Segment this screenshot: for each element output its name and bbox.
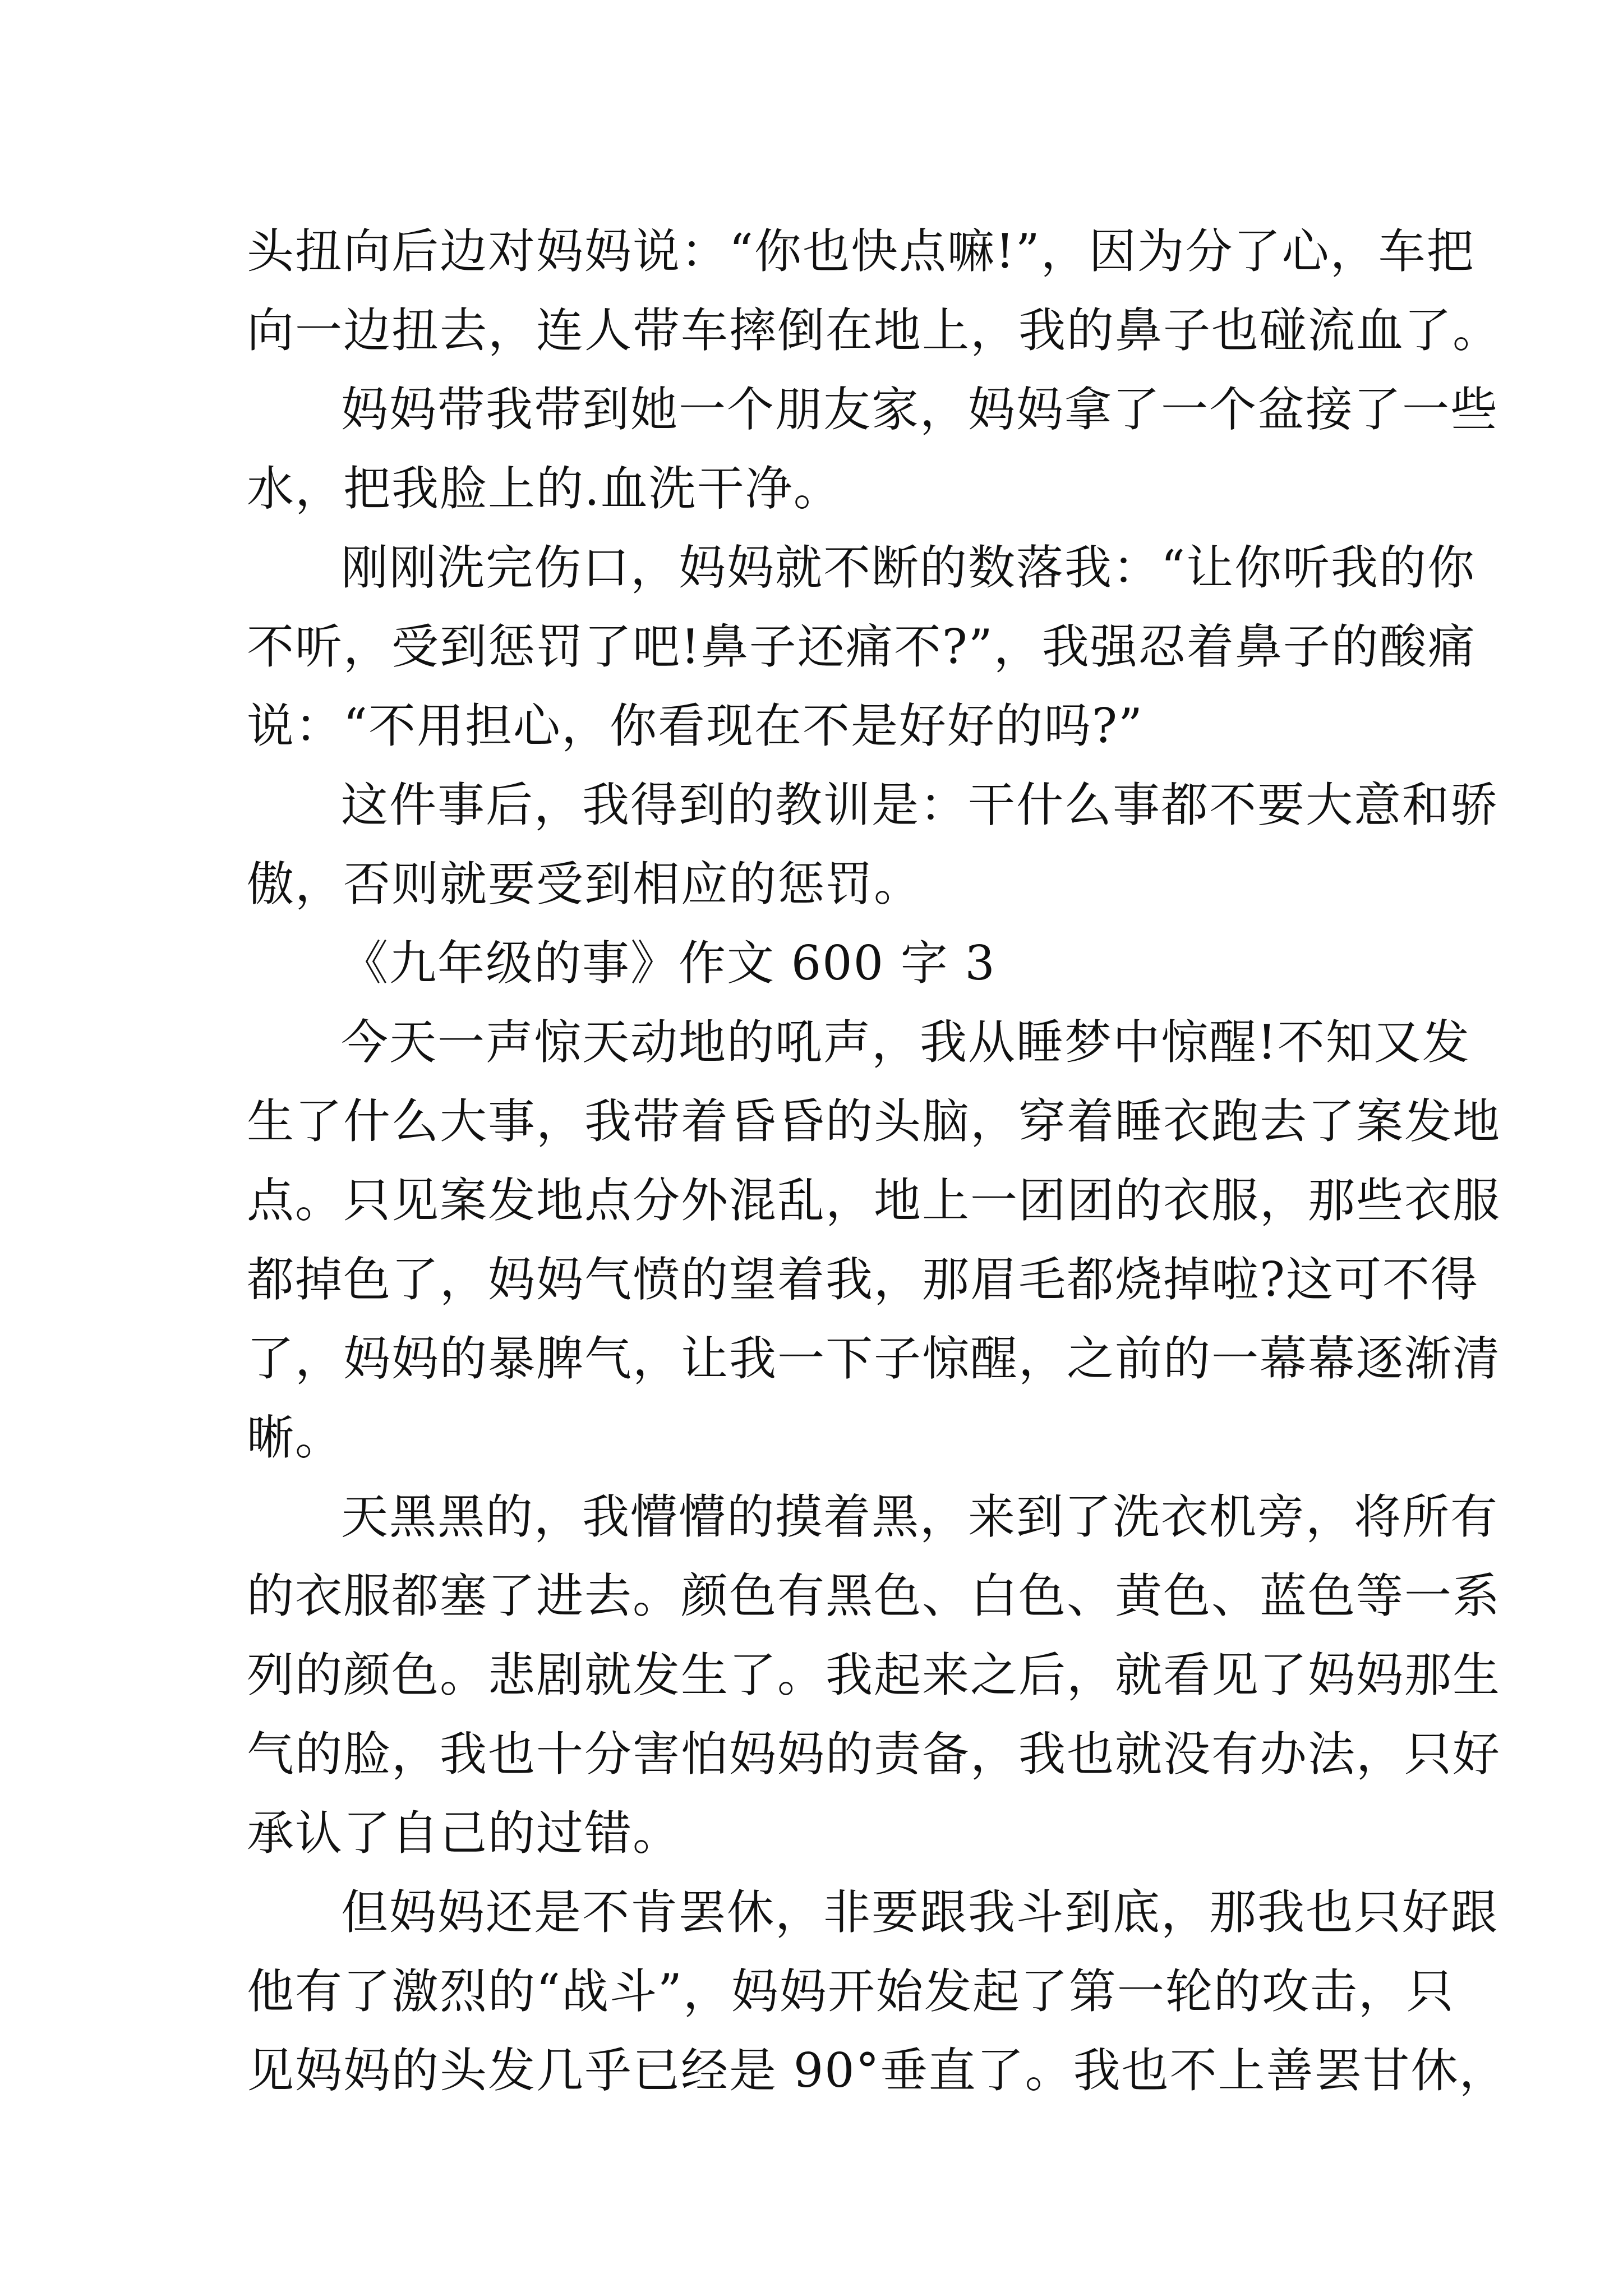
section-heading: 《九年级的事》作文 600 字 3 [341, 936, 996, 991]
text-line: 生了什么大事，我带着昏昏的头脑，穿着睡衣跑去了案发地 [247, 1094, 1501, 1149]
text-line: 气的脸，我也十分害怕妈妈的责备，我也就没有办法，只好 [247, 1727, 1501, 1782]
text-line: 水，把我脸上的.血洗干净。 [247, 461, 842, 516]
document-body [247, 212, 1507, 2110]
text-line: 头扭向后边对妈妈说：“你也快点嘛!”，因为分了心，车把 [247, 224, 1475, 279]
text-line: 不听，受到惩罚了吧!鼻子还痛不?”，我强忍着鼻子的酸痛 [247, 619, 1476, 674]
text-line: 向一边扭去，连人带车摔倒在地上，我的鼻子也碰流血了。 [247, 303, 1501, 358]
text-line: 列的颜色。悲剧就发生了。我起来之后，就看见了妈妈那生 [247, 1648, 1501, 1703]
text-line: 说：“不用担心，你看现在不是好好的吗?” [247, 698, 1144, 753]
paragraph-start-line: 天黑黑的，我懵懵的摸着黑，来到了洗衣机旁，将所有 [341, 1489, 1499, 1544]
text-line: 晰。 [247, 1410, 344, 1465]
text-line: 都掉色了，妈妈气愤的望着我，那眉毛都烧掉啦?这可不得 [247, 1252, 1479, 1307]
text-line: 了，妈妈的暴脾气，让我一下子惊醒，之前的一幕幕逐渐清 [247, 1331, 1501, 1386]
paragraph-start-line: 刚刚洗完伤口，妈妈就不断的数落我：“让你听我的你 [341, 540, 1476, 595]
text-line: 点。只见案发地点分外混乱，地上一团团的衣服，那些衣服 [247, 1173, 1501, 1228]
paragraph-start-line: 妈妈带我带到她一个朋友家，妈妈拿了一个盆接了一些 [341, 382, 1499, 437]
paragraph-start-line: 今天一声惊天动地的吼声，我从睡梦中惊醒!不知又发 [341, 1015, 1470, 1070]
paragraph-start-line: 这件事后，我得到的教训是：干什么事都不要大意和骄 [341, 777, 1499, 832]
text-line: 见妈妈的头发几乎已经是 90°垂直了。我也不上善罢甘休， [247, 2043, 1507, 2098]
text-line: 他有了激烈的“战斗”，妈妈开始发起了第一轮的攻击，只 [247, 1964, 1455, 2019]
text-line: 傲，否则就要受到相应的惩罚。 [247, 857, 923, 912]
text-line: 承认了自己的过错。 [247, 1806, 681, 1861]
text-line: 的衣服都塞了进去。颜色有黑色、白色、黄色、蓝色等一系 [247, 1568, 1501, 1623]
paragraph-start-line: 但妈妈还是不肯罢休，非要跟我斗到底，那我也只好跟 [341, 1885, 1499, 1940]
